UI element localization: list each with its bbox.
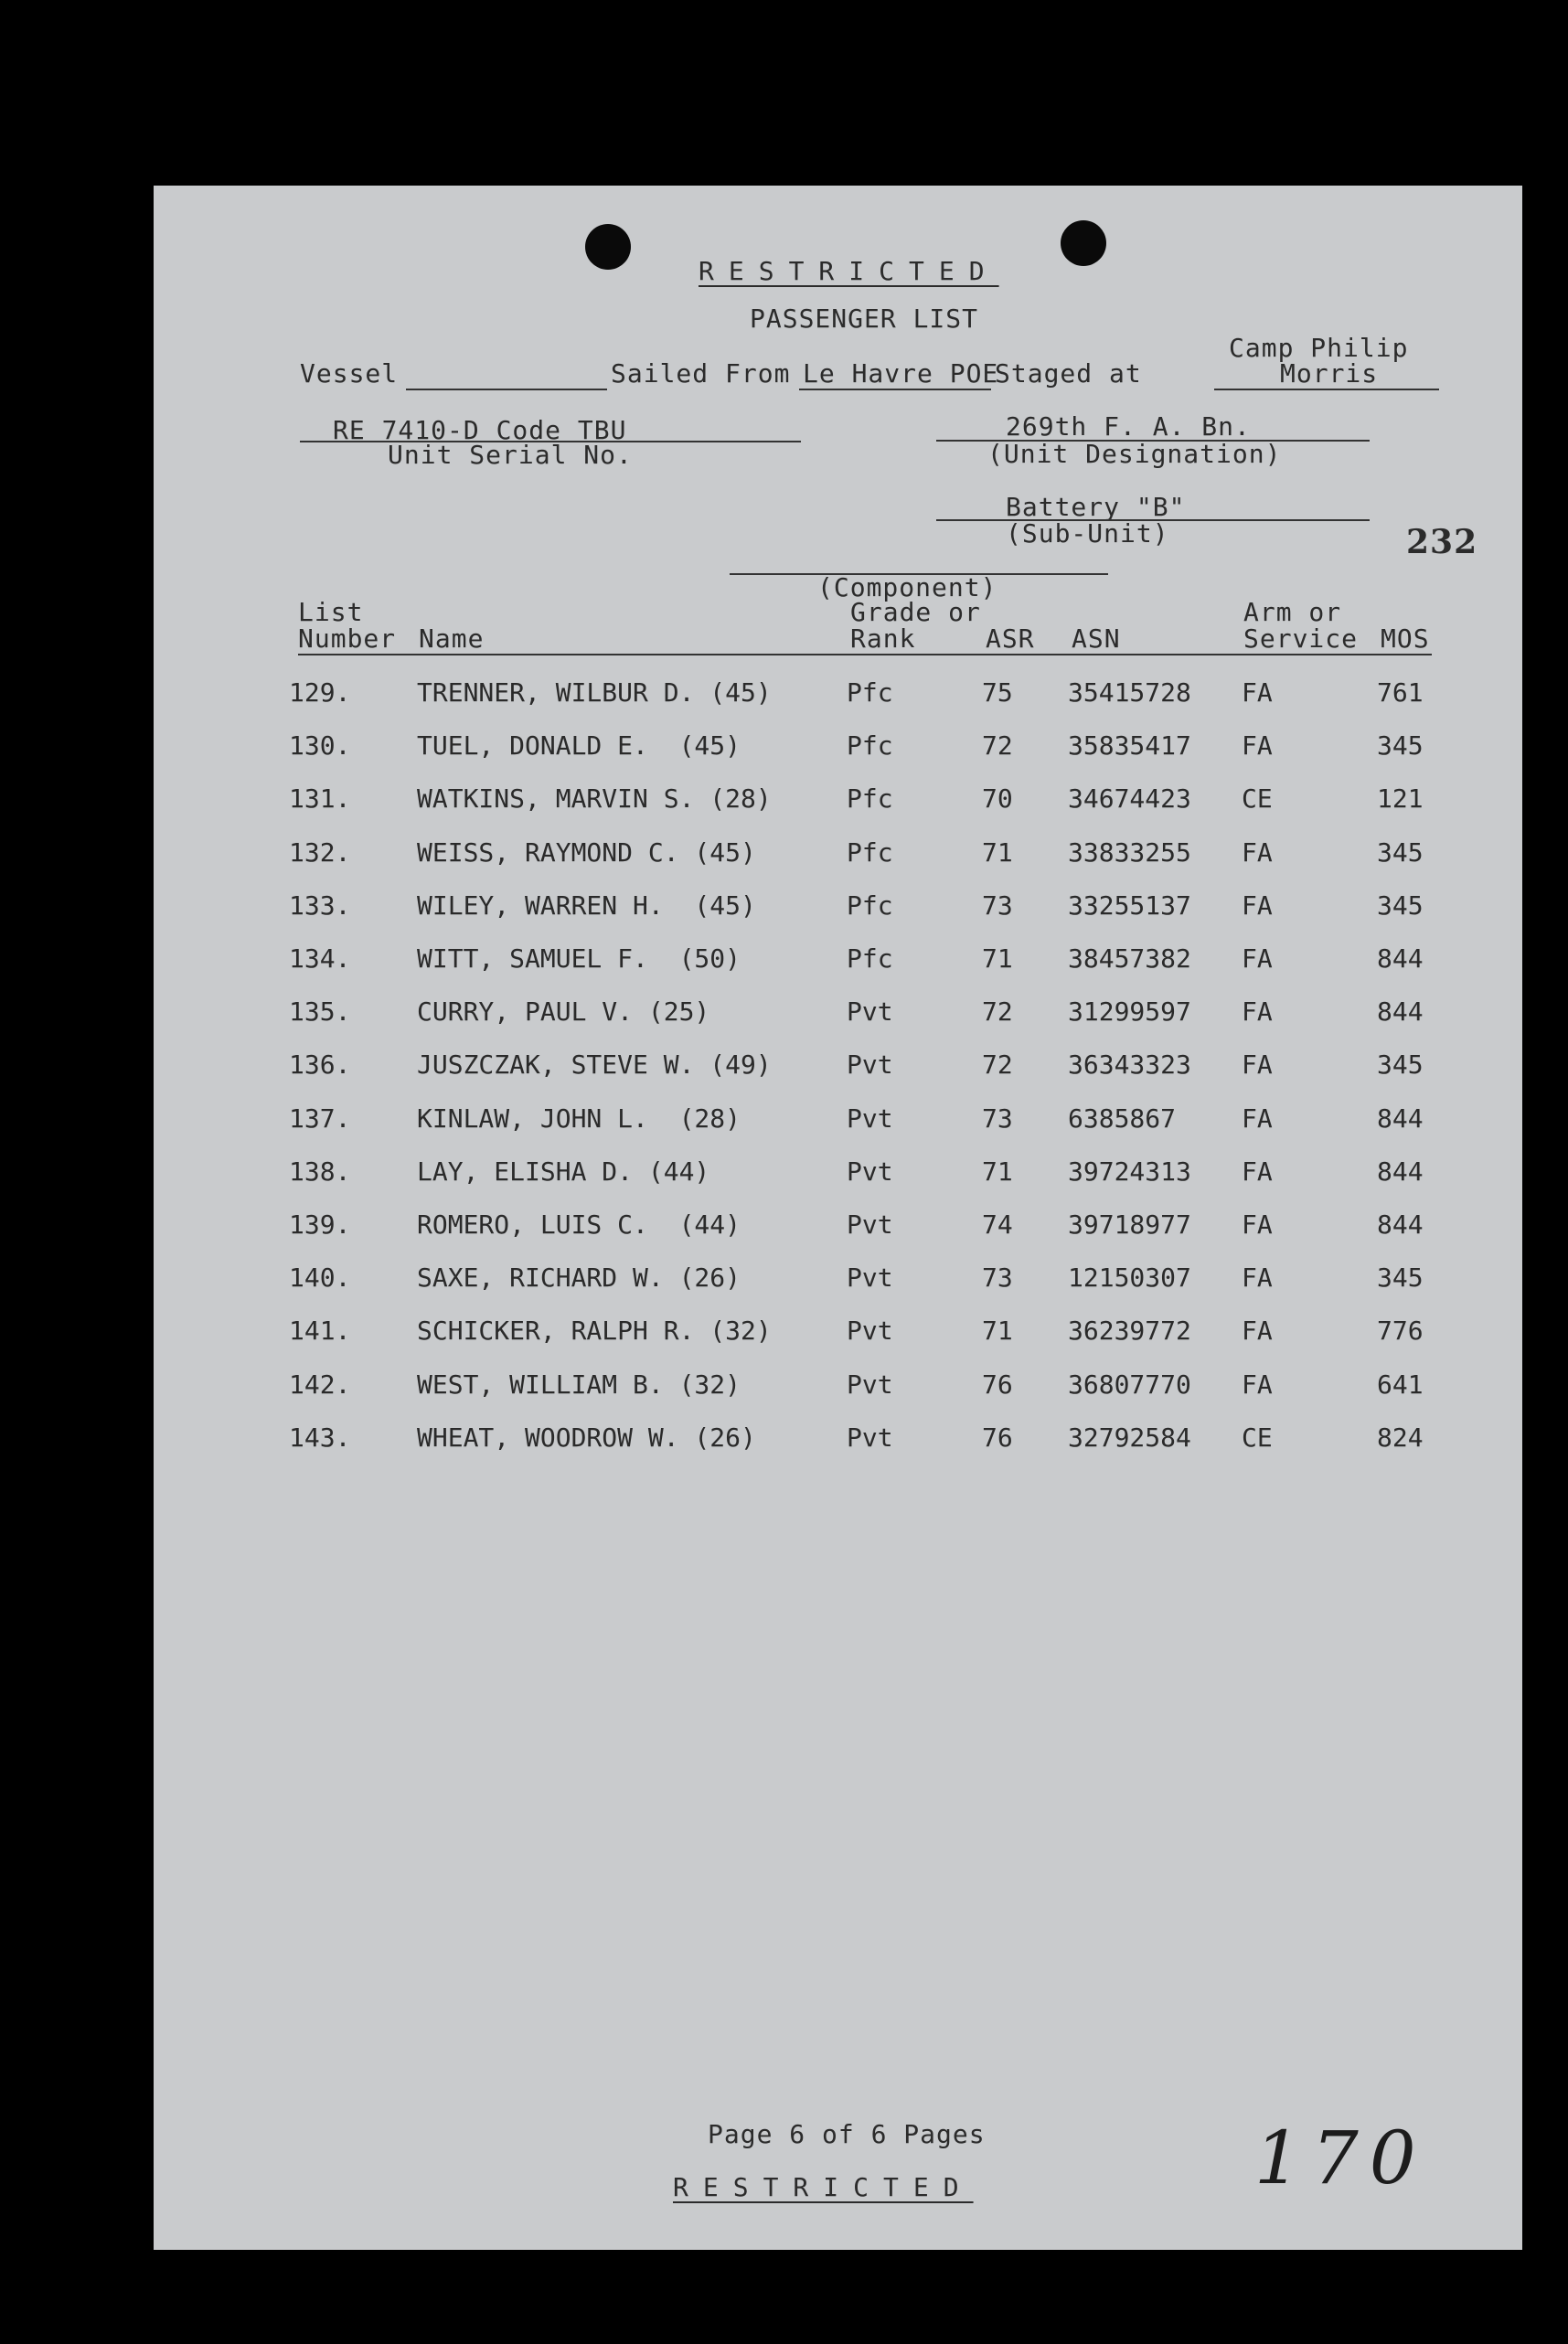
mos-code: 844 (1377, 943, 1424, 974)
col-mos: MOS (1381, 623, 1430, 654)
sailed-from-label: Sailed From (611, 358, 791, 389)
army-serial-number: 35835417 (1068, 730, 1191, 762)
mos-code: 345 (1377, 730, 1424, 762)
passenger-name: LAY, ELISHA D. (44) (417, 1156, 710, 1187)
arm-service: FA (1242, 1103, 1273, 1134)
army-serial-number: 39724313 (1068, 1156, 1191, 1187)
table-row (154, 1422, 1522, 1459)
army-serial-number: 31299597 (1068, 996, 1191, 1028)
col-arm-2: Service (1243, 623, 1359, 654)
passenger-name: TRENNER, WILBUR D. (45) (417, 677, 772, 708)
mos-code: 641 (1377, 1369, 1424, 1400)
army-serial-number: 33255137 (1068, 890, 1191, 921)
grade-rank: Pfc (847, 783, 893, 815)
grade-rank: Pfc (847, 943, 893, 974)
army-serial-number: 12150307 (1068, 1263, 1191, 1294)
row-number: 138. (289, 1156, 351, 1187)
asr-score: 71 (982, 943, 1013, 974)
row-number: 131. (289, 783, 351, 815)
row-number: 130. (289, 730, 351, 762)
army-serial-number: 36343323 (1068, 1049, 1191, 1081)
col-list-1: List (298, 597, 364, 627)
table-row (154, 943, 1522, 980)
asr-score: 71 (982, 836, 1013, 868)
asr-score: 76 (982, 1422, 1013, 1453)
grade-rank: Pvt (847, 1103, 893, 1134)
army-serial-number: 36239772 (1068, 1316, 1191, 1347)
mos-code: 776 (1377, 1316, 1424, 1347)
restricted-header: RESTRICTED (699, 256, 999, 286)
passenger-table (154, 186, 1522, 2250)
asr-score: 73 (982, 1103, 1013, 1134)
grade-rank: Pfc (847, 836, 893, 868)
page-stamp-number: 232 (1406, 523, 1478, 561)
arm-service: FA (1242, 890, 1273, 921)
grade-rank: Pvt (847, 1263, 893, 1294)
mos-code: 824 (1377, 1422, 1424, 1453)
arm-service: FA (1242, 730, 1273, 762)
table-row (154, 890, 1522, 927)
sailed-from-value: Le Havre POE (803, 358, 999, 389)
table-row (154, 1103, 1522, 1140)
row-number: 142. (289, 1369, 351, 1400)
asr-score: 71 (982, 1156, 1013, 1187)
passenger-name: WEST, WILLIAM B. (32) (417, 1369, 741, 1400)
subunit-value: Battery "B" (1006, 492, 1186, 522)
grade-rank: Pvt (847, 1209, 893, 1240)
row-number: 135. (289, 996, 351, 1028)
passenger-name: CURRY, PAUL V. (25) (417, 996, 710, 1028)
asr-score: 76 (982, 1369, 1013, 1400)
table-row (154, 837, 1522, 874)
document-title: PASSENGER LIST (750, 304, 979, 334)
table-row (154, 783, 1522, 820)
unit-serial-value: RE 7410-D Code TBU (333, 415, 627, 445)
table-row (154, 1209, 1522, 1246)
row-number: 141. (289, 1316, 351, 1347)
grade-rank: Pvt (847, 1369, 893, 1400)
asr-score: 70 (982, 783, 1013, 815)
vessel-label: Vessel (300, 358, 399, 389)
row-number: 140. (289, 1263, 351, 1294)
arm-service: FA (1242, 1369, 1273, 1400)
document-page (154, 186, 1522, 2250)
row-number: 143. (289, 1422, 351, 1453)
col-name: Name (419, 623, 485, 654)
passenger-name: ROMERO, LUIS C. (44) (417, 1209, 741, 1240)
mos-code: 844 (1377, 1209, 1424, 1240)
army-serial-number: 32792584 (1068, 1422, 1191, 1453)
grade-rank: Pvt (847, 1156, 893, 1187)
mos-code: 844 (1377, 996, 1424, 1028)
asr-score: 75 (982, 677, 1013, 708)
staged-at-value-2: Morris (1280, 358, 1379, 389)
passenger-name: TUEL, DONALD E. (45) (417, 730, 741, 762)
restricted-footer: RESTRICTED (673, 2172, 974, 2202)
row-number: 134. (289, 943, 351, 974)
army-serial-number: 38457382 (1068, 943, 1191, 974)
asr-score: 73 (982, 1263, 1013, 1294)
staged-at-value-1: Camp Philip (1229, 333, 1409, 363)
arm-service: FA (1242, 1049, 1273, 1081)
grade-rank: Pvt (847, 996, 893, 1028)
table-row (154, 1156, 1522, 1193)
army-serial-number: 36807770 (1068, 1369, 1191, 1400)
page-count: Page 6 of 6 Pages (708, 2119, 986, 2149)
passenger-name: WATKINS, MARVIN S. (28) (417, 783, 772, 815)
row-number: 136. (289, 1049, 351, 1081)
asr-score: 72 (982, 730, 1013, 762)
row-number: 137. (289, 1103, 351, 1134)
passenger-name: KINLAW, JOHN L. (28) (417, 1103, 741, 1134)
army-serial-number: 35415728 (1068, 677, 1191, 708)
passenger-name: JUSZCZAK, STEVE W. (49) (417, 1049, 772, 1081)
passenger-name: SCHICKER, RALPH R. (32) (417, 1316, 772, 1347)
col-grade-2: Rank (850, 623, 916, 654)
army-serial-number: 33833255 (1068, 836, 1191, 868)
passenger-name: WILEY, WARREN H. (45) (417, 890, 756, 921)
subunit-label: (Sub-Unit) (1006, 518, 1169, 549)
passenger-name: WHEAT, WOODROW W. (26) (417, 1422, 756, 1453)
grade-rank: Pfc (847, 890, 893, 921)
grade-rank: Pvt (847, 1049, 893, 1081)
grade-rank: Pfc (847, 730, 893, 762)
arm-service: CE (1242, 1422, 1273, 1453)
army-serial-number: 34674423 (1068, 783, 1191, 815)
mos-code: 844 (1377, 1156, 1424, 1187)
mos-code: 121 (1377, 783, 1424, 815)
army-serial-number: 6385867 (1068, 1103, 1177, 1134)
row-number: 132. (289, 836, 351, 868)
row-number: 133. (289, 890, 351, 921)
col-component: (Component) (817, 572, 997, 602)
col-arm-1: Arm or (1243, 597, 1342, 627)
table-row (154, 996, 1522, 1033)
col-grade-1: Grade or (850, 597, 981, 627)
table-row (154, 1369, 1522, 1406)
grade-rank: Pvt (847, 1422, 893, 1453)
staged-at-label: Staged at (995, 358, 1142, 389)
asr-score: 72 (982, 1049, 1013, 1081)
army-serial-number: 39718977 (1068, 1209, 1191, 1240)
mos-code: 761 (1377, 677, 1424, 708)
table-row (154, 677, 1522, 714)
col-list-2: Number (298, 623, 397, 654)
unit-serial-label: Unit Serial No. (388, 440, 633, 470)
table-row (154, 1316, 1522, 1352)
table-row (154, 1263, 1522, 1299)
asr-score: 74 (982, 1209, 1013, 1240)
arm-service: FA (1242, 1316, 1273, 1347)
mos-code: 345 (1377, 1049, 1424, 1081)
asr-score: 73 (982, 890, 1013, 921)
arm-service: FA (1242, 943, 1273, 974)
asr-score: 71 (982, 1316, 1013, 1347)
table-row (154, 1049, 1522, 1086)
passenger-name: WEISS, RAYMOND C. (45) (417, 836, 756, 868)
mos-code: 345 (1377, 1263, 1424, 1294)
arm-service: FA (1242, 1156, 1273, 1187)
arm-service: FA (1242, 1263, 1273, 1294)
unit-designation-label: (Unit Designation) (987, 439, 1282, 469)
arm-service: FA (1242, 996, 1273, 1028)
arm-service: FA (1242, 836, 1273, 868)
arm-service: FA (1242, 1209, 1273, 1240)
row-number: 129. (289, 677, 351, 708)
arm-service: CE (1242, 783, 1273, 815)
grade-rank: Pvt (847, 1316, 893, 1347)
col-asr: ASR (986, 623, 1035, 654)
mos-code: 345 (1377, 890, 1424, 921)
handwritten-number: 170 (1254, 2115, 1427, 2200)
arm-service: FA (1242, 677, 1273, 708)
table-row (154, 730, 1522, 767)
col-asn: ASN (1072, 623, 1121, 654)
passenger-name: WITT, SAMUEL F. (50) (417, 943, 741, 974)
unit-designation-value: 269th F. A. Bn. (1006, 411, 1251, 442)
asr-score: 72 (982, 996, 1013, 1028)
grade-rank: Pfc (847, 677, 893, 708)
passenger-name: SAXE, RICHARD W. (26) (417, 1263, 741, 1294)
mos-code: 345 (1377, 836, 1424, 868)
mos-code: 844 (1377, 1103, 1424, 1134)
row-number: 139. (289, 1209, 351, 1240)
